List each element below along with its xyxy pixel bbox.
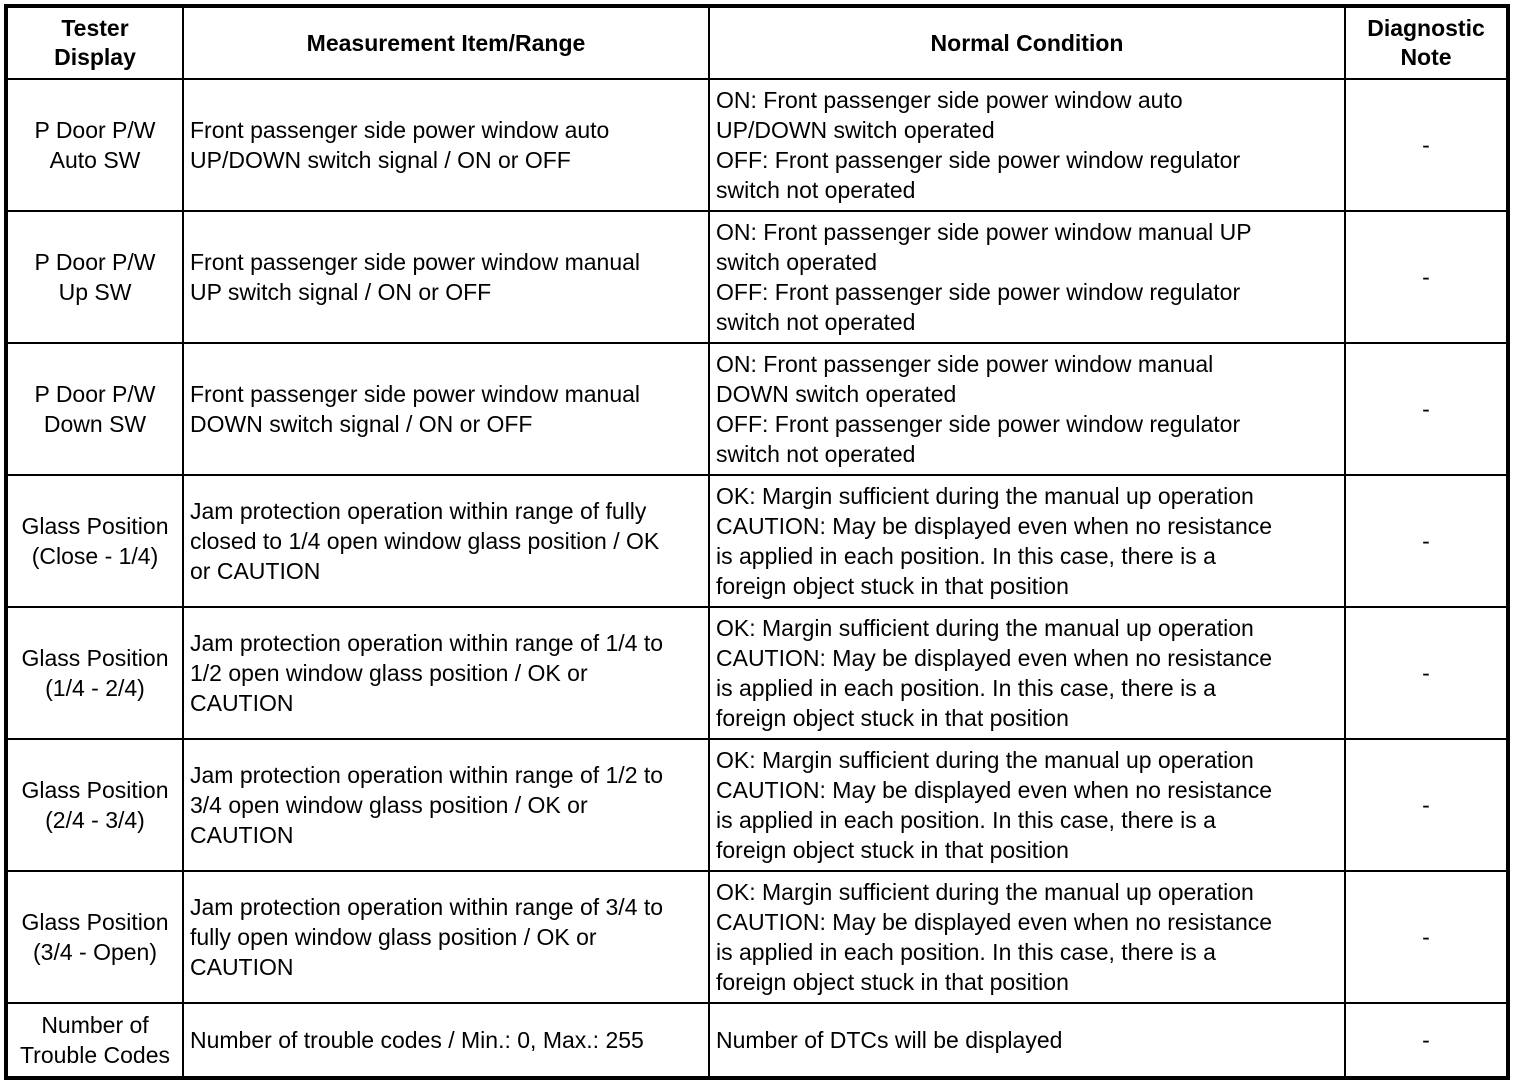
tester-display-cell: P Door P/W Auto SW bbox=[7, 79, 183, 211]
tester-display-table bbox=[6, 6, 1508, 1078]
diagnostic-note-cell: - bbox=[1345, 79, 1507, 211]
normal-condition-cell: ON: Front passenger side power window manual UP switch operated OFF: Front passenger side power window regulator switch not operated bbox=[709, 211, 1345, 343]
measurement-cell: Number of trouble codes / Min.: 0, Max.: 255 bbox=[183, 1003, 709, 1077]
header-normal-condition: Normal Condition bbox=[709, 7, 1345, 79]
header-measurement-item: Measurement Item/Range bbox=[183, 7, 709, 79]
tester-display-cell: P Door P/W Down SW bbox=[7, 343, 183, 475]
measurement-cell: Front passenger side power window manual DOWN switch signal / ON or OFF bbox=[183, 343, 709, 475]
normal-condition-cell: OK: Margin sufficient during the manual up operation CAUTION: May be displayed even when no resistance is applied in each position. In this case, there is a foreign object stuck in that position bbox=[709, 475, 1345, 607]
tester-display-cell: Glass Position (1/4 - 2/4) bbox=[7, 607, 183, 739]
tester-display-cell: P Door P/W Up SW bbox=[7, 211, 183, 343]
header-diagnostic-note: Diagnostic Note bbox=[1345, 7, 1507, 79]
measurement-cell: Jam protection operation within range of fully closed to 1/4 open window glass position / OK or CAUTION bbox=[183, 475, 709, 607]
header-row bbox=[7, 7, 1507, 79]
measurement-cell: Jam protection operation within range of 3/4 to fully open window glass position / OK or CAUTION bbox=[183, 871, 709, 1003]
measurement-cell: Front passenger side power window manual UP switch signal / ON or OFF bbox=[183, 211, 709, 343]
diagnostic-note-cell: - bbox=[1345, 343, 1507, 475]
diagnostic-note-cell: - bbox=[1345, 1003, 1507, 1077]
measurement-cell: Jam protection operation within range of 1/2 to 3/4 open window glass position / OK or CAUTION bbox=[183, 739, 709, 871]
table-row bbox=[7, 607, 1507, 739]
measurement-cell: Jam protection operation within range of 1/4 to 1/2 open window glass position / OK or CAUTION bbox=[183, 607, 709, 739]
normal-condition-cell: OK: Margin sufficient during the manual up operation CAUTION: May be displayed even when no resistance is applied in each position. In this case, there is a foreign object stuck in that position bbox=[709, 607, 1345, 739]
table-row bbox=[7, 79, 1507, 211]
diagnostic-note-cell: - bbox=[1345, 739, 1507, 871]
table-row bbox=[7, 211, 1507, 343]
header-tester-display: Tester Display bbox=[7, 7, 183, 79]
diagnostic-note-cell: - bbox=[1345, 475, 1507, 607]
diagnostic-note-cell: - bbox=[1345, 871, 1507, 1003]
table-row bbox=[7, 475, 1507, 607]
tester-display-cell: Glass Position (Close - 1/4) bbox=[7, 475, 183, 607]
normal-condition-cell: ON: Front passenger side power window auto UP/DOWN switch operated OFF: Front passenger side power window regulator switch not operated bbox=[709, 79, 1345, 211]
normal-condition-cell: OK: Margin sufficient during the manual up operation CAUTION: May be displayed even when no resistance is applied in each position. In this case, there is a foreign object stuck in that position bbox=[709, 871, 1345, 1003]
table-row bbox=[7, 1003, 1507, 1077]
tester-display-cell: Glass Position (3/4 - Open) bbox=[7, 871, 183, 1003]
measurement-cell: Front passenger side power window auto UP/DOWN switch signal / ON or OFF bbox=[183, 79, 709, 211]
tester-display-cell: Number of Trouble Codes bbox=[7, 1003, 183, 1077]
table-row bbox=[7, 739, 1507, 871]
normal-condition-cell: ON: Front passenger side power window manual DOWN switch operated OFF: Front passenger side power window regulator switch not operated bbox=[709, 343, 1345, 475]
tester-display-cell: Glass Position (2/4 - 3/4) bbox=[7, 739, 183, 871]
diagnostic-note-cell: - bbox=[1345, 607, 1507, 739]
table-row bbox=[7, 871, 1507, 1003]
table-row bbox=[7, 343, 1507, 475]
diagnostic-note-cell: - bbox=[1345, 211, 1507, 343]
normal-condition-cell: Number of DTCs will be displayed bbox=[709, 1003, 1345, 1077]
normal-condition-cell: OK: Margin sufficient during the manual up operation CAUTION: May be displayed even when no resistance is applied in each position. In this case, there is a foreign object stuck in that position bbox=[709, 739, 1345, 871]
